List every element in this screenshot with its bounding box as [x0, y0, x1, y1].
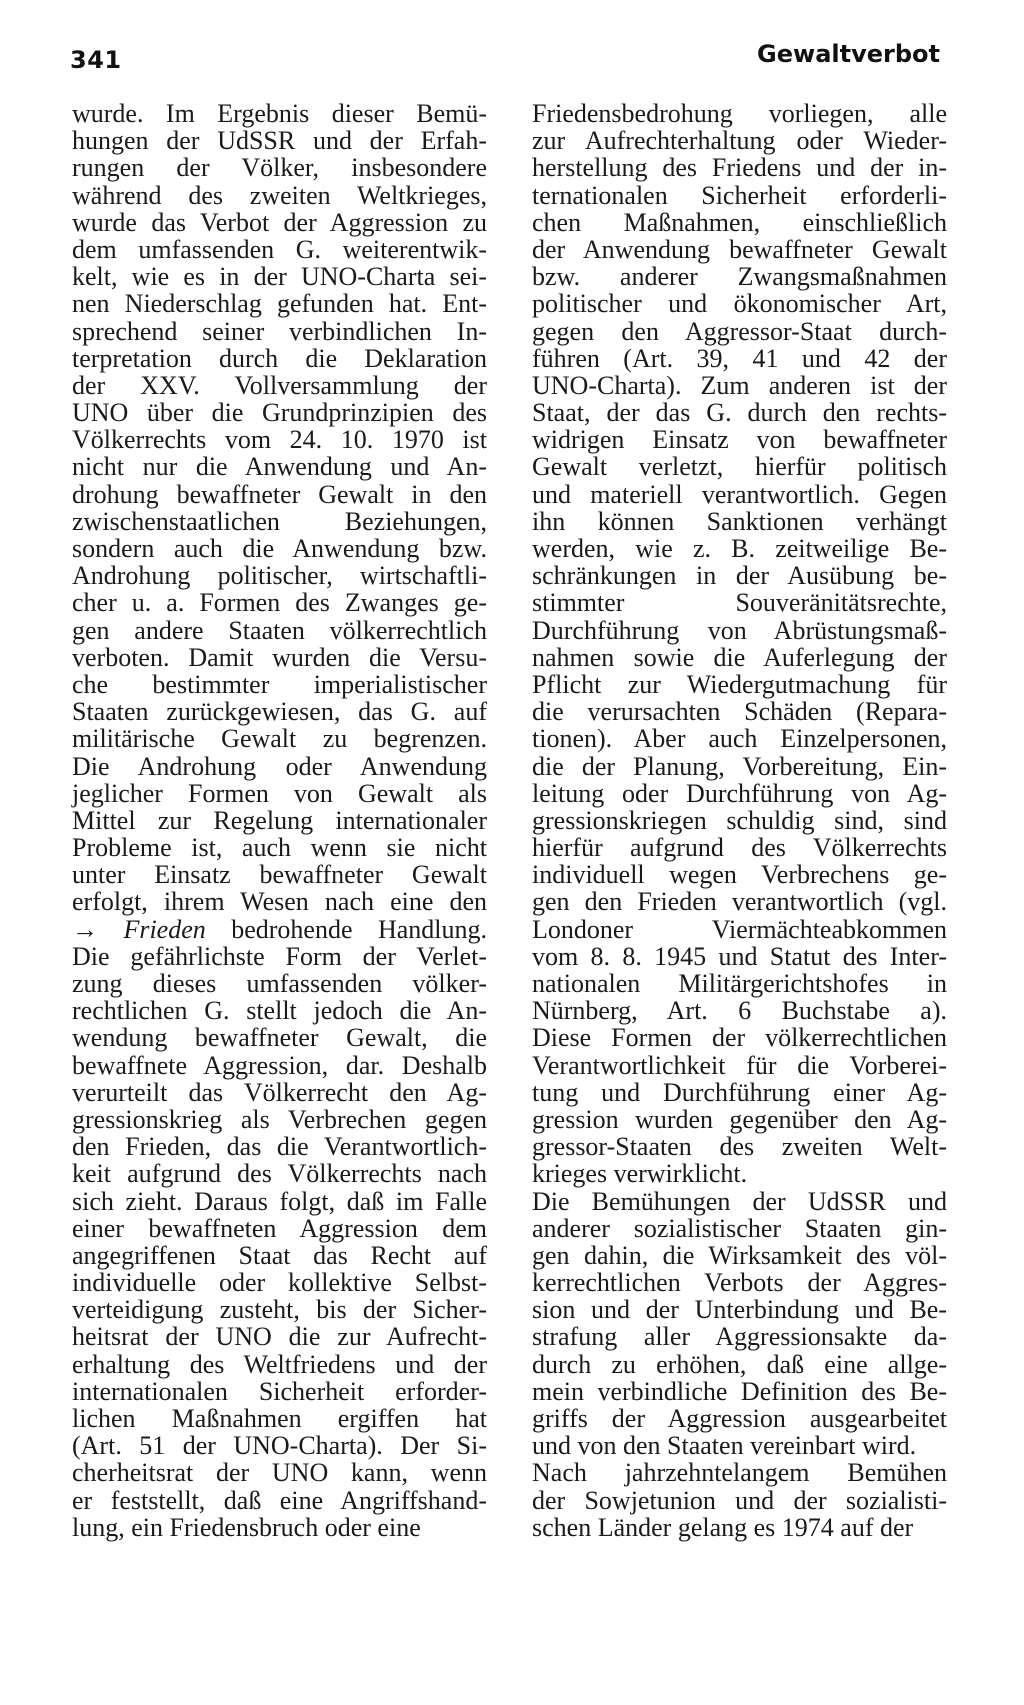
text-line: individuell wegen Verbrechens ge-	[532, 860, 947, 890]
text-line: Androhung politischer, wirtschaftli-	[72, 561, 487, 591]
text-line: Gewalt verletzt, hierfür politisch	[532, 452, 947, 482]
text-line: drohung bewaffneter Gewalt in den	[72, 479, 487, 509]
text-line: ihn können Sanktionen verhängt	[532, 506, 947, 536]
text-line: schränkungen in der Ausübung be-	[532, 561, 947, 591]
text-line: tionen). Aber auch Einzelpersonen,	[532, 724, 947, 754]
text-line: gen dahin, die Wirksamkeit des völ-	[532, 1240, 947, 1270]
text-line: die der Planung, Vorbereitung, Ein-	[532, 751, 947, 781]
text-line: politischer und ökonomischer Art,	[532, 289, 947, 319]
page-number: 341	[70, 46, 122, 74]
text-line: UNO über die Grundprinzipien des	[72, 398, 487, 428]
text-line: sich zieht. Daraus folgt, daß im Falle	[72, 1186, 487, 1216]
text-line: terpretation durch die Deklaration	[72, 343, 487, 373]
right-text-column	[532, 100, 947, 1541]
text-line: bzw. anderer Zwangsmaßnahmen	[532, 262, 947, 292]
text-line: schen Länder gelang es 1974 auf der	[532, 1512, 914, 1542]
text-line: Londoner Viermächteabkommen	[532, 914, 947, 944]
text-line: rechtlichen G. stellt jedoch die An-	[72, 996, 487, 1026]
text-line: leitung oder Durchführung von Ag-	[532, 778, 947, 808]
text-line: Probleme ist, auch wenn sie nicht	[72, 833, 487, 863]
text-line: nen Niederschlag gefunden hat. Ent-	[72, 289, 487, 319]
text-line: sprechend seiner verbindlichen In-	[72, 316, 487, 346]
text-line: erfolgt, ihrem Wesen nach eine den	[72, 887, 487, 917]
text-line: gegen den Aggressor-Staat durch-	[532, 316, 947, 346]
text-line: Verantwortlichkeit für die Vorberei-	[532, 1050, 947, 1080]
text-line: hierfür aufgrund des Völkerrechts	[532, 833, 947, 863]
text-line: einer bewaffneten Aggression dem	[72, 1213, 487, 1243]
text-line: Die Androhung oder Anwendung	[72, 751, 487, 781]
text-line: lichen Maßnahmen ergiffen hat	[72, 1404, 487, 1433]
text-line: Mittel zur Regelung internationaler	[72, 805, 487, 835]
text-line: UNO-Charta). Zum anderen ist der	[532, 370, 947, 400]
text-line: die verursachten Schäden (Repara-	[532, 697, 947, 727]
text-line: anderer sozialistischer Staaten gin-	[532, 1213, 947, 1243]
text-line: verboten. Damit wurden die Versu-	[72, 642, 487, 672]
text-line: Völkerrechts vom 24. 10. 1970 ist	[72, 425, 487, 455]
cross-reference-arrow: →	[72, 914, 98, 944]
text-line: dem umfassenden G. weiterentwik-	[72, 234, 487, 264]
text-line: gressionskriegen schuldig sind, sind	[532, 805, 947, 835]
text-line: chen Maßnahmen, einschließlich	[532, 207, 947, 237]
text-line: und materiell verantwortlich. Gegen	[532, 479, 947, 509]
text-line: der Sowjetunion und der sozialisti-	[532, 1485, 947, 1515]
text-line: gressionskrieg als Verbrechen gegen	[72, 1104, 487, 1134]
text-line: strafung aller Aggressionsakte da-	[532, 1322, 947, 1352]
text-line: durch zu erhöhen, daß eine allge-	[532, 1349, 947, 1379]
text-line: Durchführung von Abrüstungsmaß-	[532, 615, 947, 645]
text-line: lung, ein Friedensbruch oder eine	[72, 1512, 421, 1542]
text-line: vom 8. 8. 1945 und Statut des Inter-	[532, 941, 947, 971]
text-line: während des zweiten Weltkrieges,	[72, 180, 487, 210]
text-line: Diese Formen der völkerrechtlichen	[532, 1023, 947, 1053]
text-line: bewaffnete Aggression, dar. Deshalb	[72, 1050, 487, 1080]
text-line: den Frieden, das die Verantwortlich-	[72, 1132, 487, 1162]
text-line: rungen der Völker, insbesondere	[72, 153, 487, 183]
text-line: mein verbindliche Definition des Be-	[532, 1376, 947, 1406]
text-line: widrigen Einsatz von bewaffneter	[532, 425, 947, 455]
text-line: Die gefährlichste Form der Verlet-	[72, 941, 487, 971]
text-line: werden, wie z. B. zeitweilige Be-	[532, 534, 947, 563]
running-head	[70, 40, 950, 76]
text-line: Staaten zurückgewiesen, das G. auf	[72, 697, 487, 727]
text-line: gen den Frieden verantwortlich (vgl.	[532, 887, 947, 917]
text-line: verteidigung zusteht, bis der Sicher-	[72, 1295, 487, 1325]
text-line: Die Bemühungen der UdSSR und	[532, 1186, 947, 1216]
text-line: tung und Durchführung einer Ag-	[532, 1077, 947, 1107]
text-line: Friedensbedrohung vorliegen, alle	[532, 99, 947, 128]
text-line: er feststellt, daß eine Angriffshand-	[72, 1485, 487, 1515]
text-line: zwischenstaatlichen Beziehungen,	[72, 506, 487, 536]
text-line: verurteilt das Völkerrecht den Ag-	[72, 1077, 487, 1107]
cross-reference-link[interactable]: Frieden	[123, 914, 206, 944]
text-line: nahmen sowie die Auferlegung der	[532, 642, 947, 672]
text-line: gen andere Staaten völkerrechtlich	[72, 615, 487, 645]
text-line: nicht nur die Anwendung und An-	[72, 452, 487, 482]
text-line: krieges verwirklicht.	[532, 1159, 748, 1189]
cross-reference-rest: bedrohende Handlung.	[231, 914, 487, 944]
text-line: nationalen Militärgerichtshofes in	[532, 969, 947, 998]
text-line: angegriffenen Staat das Recht auf	[72, 1240, 487, 1270]
text-line: che bestimmter imperialistischer	[72, 669, 487, 699]
text-line: Nach jahrzehntelangem Bemühen	[532, 1458, 947, 1488]
text-line: hungen der UdSSR und der Erfah-	[72, 126, 487, 156]
text-line: zur Aufrechterhaltung oder Wieder-	[532, 126, 947, 156]
text-line: wendung bewaffneter Gewalt, die	[72, 1023, 487, 1053]
text-line: cherheitsrat der UNO kann, wenn	[72, 1458, 487, 1488]
text-line: gression wurden gegenüber den Ag-	[532, 1104, 947, 1134]
text-line: und von den Staaten vereinbart wird.	[532, 1431, 917, 1461]
text-line: führen (Art. 39, 41 und 42 der	[532, 343, 947, 373]
text-line: griffs der Aggression ausgearbeitet	[532, 1404, 947, 1433]
text-line: ternationalen Sicherheit erforderli-	[532, 180, 947, 210]
text-line: kerrechtlichen Verbots der Aggres-	[532, 1268, 947, 1298]
text-line: gressor-Staaten des zweiten Welt-	[532, 1132, 947, 1162]
text-line: erhaltung des Weltfriedens und der	[72, 1349, 487, 1379]
text-line: sion und der Unterbindung und Be-	[532, 1295, 947, 1325]
text-line: sondern auch die Anwendung bzw.	[72, 534, 487, 563]
text-line: individuelle oder kollektive Selbst-	[72, 1268, 487, 1298]
text-line: cher u. a. Formen des Zwanges ge-	[72, 588, 487, 618]
text-line: stimmter Souveränitätsrechte,	[532, 588, 947, 618]
text-line: der XXV. Vollversammlung der	[72, 370, 487, 400]
cross-reference-line	[72, 916, 487, 943]
text-line: Staat, der das G. durch den rechts-	[532, 398, 947, 428]
text-line: herstellung des Friedens und der in-	[532, 153, 947, 183]
text-line: jeglicher Formen von Gewalt als	[72, 778, 487, 808]
text-line: zung dieses umfassenden völker-	[72, 969, 487, 998]
text-line: wurde das Verbot der Aggression zu	[72, 207, 487, 237]
text-line: Pflicht zur Wiedergutmachung für	[532, 669, 947, 699]
text-line: keit aufgrund des Völkerrechts nach	[72, 1159, 487, 1189]
text-line: der Anwendung bewaffneter Gewalt	[532, 234, 947, 264]
text-line: internationalen Sicherheit erforder-	[72, 1376, 487, 1406]
text-line: heitsrat der UNO die zur Aufrecht-	[72, 1322, 487, 1352]
text-line: kelt, wie es in der UNO-Charta sei-	[72, 262, 487, 292]
left-text-column	[72, 100, 487, 1541]
text-line: militärische Gewalt zu begrenzen.	[72, 724, 487, 754]
text-line: (Art. 51 der UNO-Charta). Der Si-	[72, 1431, 487, 1461]
text-line: wurde. Im Ergebnis dieser Bemü-	[72, 99, 487, 128]
text-line: unter Einsatz bewaffneter Gewalt	[72, 860, 487, 890]
running-headword: Gewaltverbot	[757, 40, 940, 68]
text-line: Nürnberg, Art. 6 Buchstabe a).	[532, 996, 947, 1026]
